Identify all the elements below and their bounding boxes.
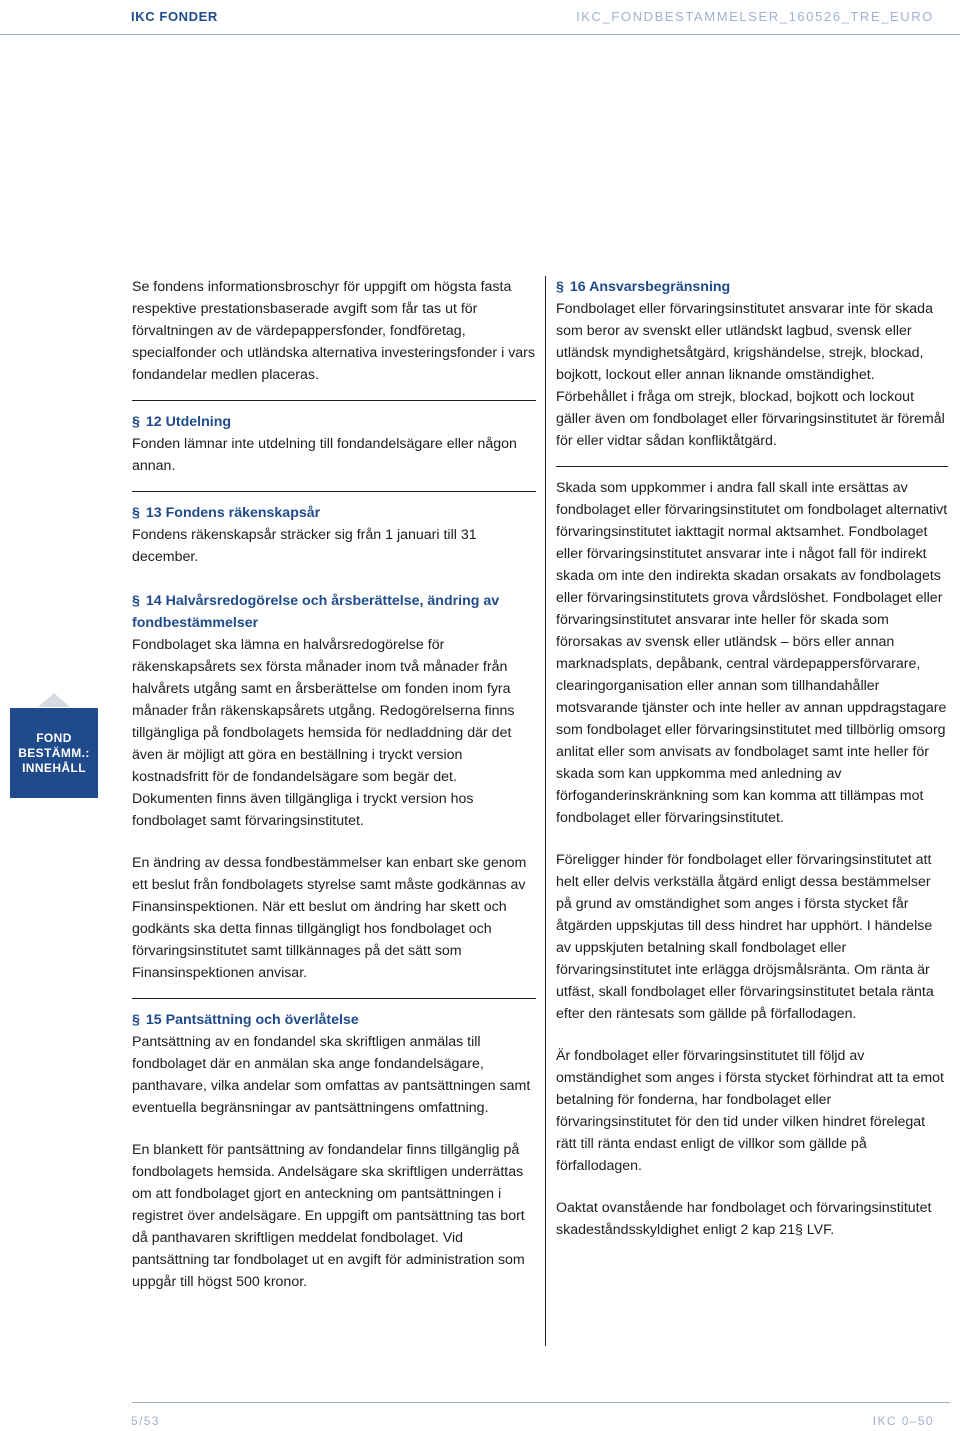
section-16-paragraph-1: Fondbolaget eller förvaringsinstitutet ansvarar inte för skada som beror av svenskt eller utländskt lagbud, svensk eller utländsk myndighetsåtgärd, krigshändelse, strejk, blockad, bojkott, lockout eller annan liknande omständighet. Förbehållet i fråga om strejk, blockad, bojkott och lockout gäller även om fondbolaget eller förvaringsinstitutet är föremål för eller vidtar sådan konfliktåtgärd. [556, 301, 945, 449]
section-divider [556, 466, 948, 467]
section-16-heading: § 16 Ansvarsbegränsning [556, 279, 731, 295]
section-divider [132, 400, 536, 401]
header-document-id: IKC_FONDBESTAMMELSER_160526_TRE_EURO [576, 9, 934, 24]
contents-tab-line3: INNEHÅLL [22, 760, 86, 775]
page-number: 5/53 [131, 1414, 160, 1428]
section-16-paragraph-5: Oaktat ovanstående har fondbolaget och förvaringsinstitutet skadeståndsskyldighet enligt 2 kap 21§ LVF. [556, 1200, 932, 1238]
footer-divider [132, 1402, 950, 1403]
contents-tab-line1: FOND [36, 730, 72, 745]
section-symbol: § [132, 505, 140, 521]
up-arrow-icon[interactable] [38, 693, 70, 707]
section-16-paragraph-3: Föreligger hinder för fondbolaget eller förvaringsinstitutet att helt eller delvis verkställa åtgärd enligt dessa bestämmelser på grund av omständighet som anges i första stycket får åtgärden uppskjutas till dess hindret har upphört. I händelse av uppskjuten betalning skall fondbolaget eller förvaringsinstitutet inte erlägga dröjsmålsränta. Om ränta är utfäst, skall fondbolaget eller förvaringsinstitutet betala ränta efter den räntesats som gällde på förfallodagen. [556, 852, 934, 1022]
section-15-paragraph-2: En blankett för pantsättning av fondandelar finns tillgänglig på fondbolagets hemsida. Andelsägare ska skriftligen underrättas om att fondbolaget gjort en anteckning om pantsättningen i registret över andelsägare. En uppgift om pantsättning tas bort då panthavaren skriftligen meddelat fondbolaget. Vid pantsättning tar fondbolaget ut en avgift för administration som uppgår till högst 500 kronor. [132, 1142, 525, 1290]
section-divider [132, 491, 536, 492]
section-15-paragraph-1: Pantsättning av en fondandel ska skriftligen anmälas till fondbolaget där en anmälan ska ange fondandelsägare, panthavare, vilka andelar som omfattas av pantsättningen samt eventuella begränsningar av pantsättningens omfattning. [132, 1034, 531, 1116]
section-16-paragraph-4: Är fondbolaget eller förvaringsinstitutet till följd av omständighet som anges i första stycket förhindrat att ta emot betalning för fonderna, har fondbolaget eller förvaringsinstitutet för den tid under vilken hindret förelegat rätt till ränta endast enligt de villkor som gällde på förfallodagen. [556, 1048, 944, 1174]
right-column [556, 276, 948, 1241]
column-divider [545, 276, 546, 1346]
fees-intro-paragraph: Se fondens informationsbroschyr för uppgift om högsta fasta respektive prestationsbaserade avgift som får tas ut för förvaltningen av de värdepappersfonder, fondföretag, specialfonder och utländska alternativa investeringsfonder i vars fondandelar medlen placeras. [132, 279, 535, 383]
left-column [132, 276, 536, 1293]
section-16-paragraph-2: Skada som uppkommer i andra fall skall inte ersättas av fondbolaget eller förvaringsinstitutet om fondbolaget alternativt förvaringsinstitutet iakttagit normal aktsamhet. Fondbolaget eller förvaringsinstitutet ansvarar inte i något fall för indirekt skada om inte den indirekta skadan orsakats av fondbolagets eller förvaringsinstitutets grova vårdslöshet. Fondbolaget eller förvaringsinstitutet ansvarar inte heller för skada som förorsakas av svensk eller utländsk – börs eller annan marknadsplats, depåbank, central värdepappersförvarare, clearingorganisation eller annan som tillhandahåller motsvarande tjänster och inte heller av annan uppdragstagare som fondbolaget eller förvaringsinstitutet med tillbörlig omsorg anlitat eller som anvisats av fondbolaget samt inte heller för skada som kan uppkomma med anledning av förfoganderinskränkning som kan komma att tillämpas mot fondbolaget eller förvaringsinstitutet. [556, 480, 948, 826]
section-13-heading: § 13 Fondens räkenskapsår [132, 505, 321, 521]
section-13-text: Fondens räkenskapsår sträcker sig från 1 januari till 31 december. [132, 527, 477, 565]
header-brand: IKC FONDER [131, 9, 218, 24]
section-12-heading: § 12 Utdelning [132, 414, 232, 430]
section-symbol: § [132, 593, 140, 609]
contents-tab-line2: BESTÄMM.: [18, 745, 90, 760]
section-symbol: § [132, 1012, 140, 1028]
section-symbol: § [132, 414, 140, 430]
section-12-text: Fonden lämnar inte utdelning till fondandelsägare eller någon annan. [132, 436, 517, 474]
header-divider [0, 34, 960, 35]
section-14-heading: § 14 Halvårsredogörelse och årsberättelse, ändring av fondbestämmelser [132, 593, 500, 631]
section-14-paragraph-2: En ändring av dessa fondbestämmelser kan enbart ske genom ett beslut från fondbolagets styrelse samt måste godkännas av Finansinspektionen. När ett beslut om ändring har skett och godkänts ska detta finnas tillgängligt hos fondbolaget och förvaringsinstitutet samt tillkännages på det sätt som Finansinspektionen anvisar. [132, 855, 527, 981]
contents-nav-tab[interactable] [10, 708, 98, 798]
footer-document-code: IKC 0–50 [872, 1414, 934, 1428]
section-symbol: § [556, 279, 564, 295]
section-15-heading: § 15 Pantsättning och överlåtelse [132, 1012, 359, 1028]
section-14-paragraph-1: Fondbolaget ska lämna en halvårsredogörelse för räkenskapsårets sex första månader inom två månader från halvårets utgång samt en årsberättelse om fonden inom fyra månader från räkenskapsårets utgång. Redogörelserna finns tillgängliga på fondbolagets hemsida för nedladdning där det även är möjligt att göra en beställning i tryckt version kostnadsfritt för de fondandelsägare som begär det. Dokumenten finns även tillgängliga i tryckt version hos fondbolaget samt förvaringsinstitutet. [132, 637, 515, 829]
section-divider [132, 998, 536, 999]
